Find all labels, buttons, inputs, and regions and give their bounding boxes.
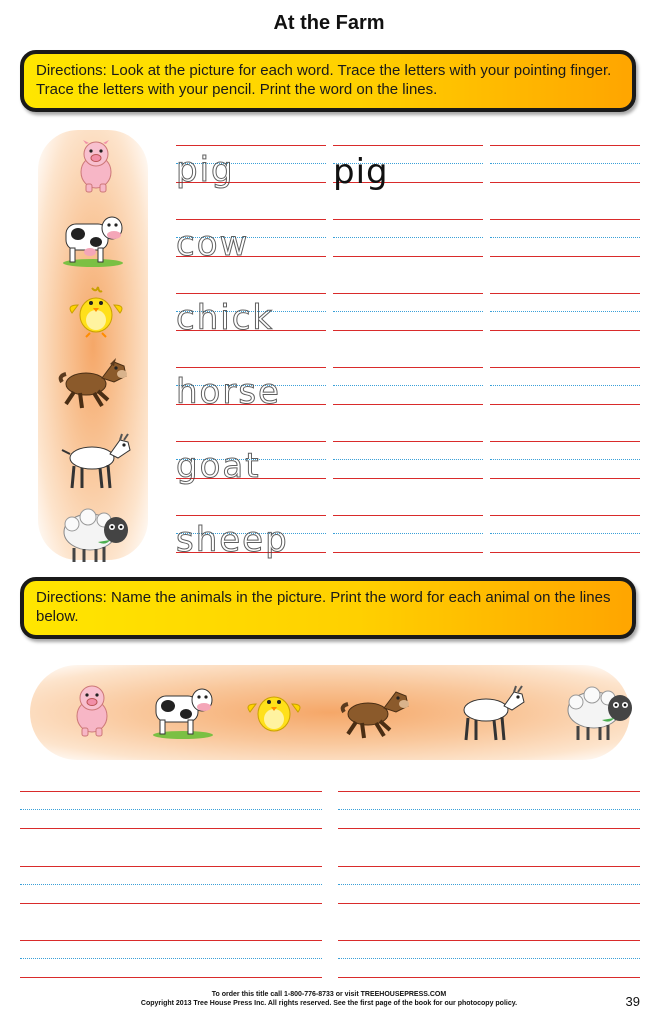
tracing-line-set[interactable] bbox=[333, 441, 483, 481]
cow-icon bbox=[60, 210, 126, 273]
traced-word-pig[interactable]: pig bbox=[176, 150, 235, 190]
horse-icon bbox=[340, 686, 414, 747]
writing-line-top bbox=[490, 441, 640, 442]
answer-line-set[interactable] bbox=[338, 866, 640, 906]
traced-word-sheep[interactable]: sheep bbox=[176, 520, 289, 560]
answer-line-set[interactable] bbox=[20, 866, 322, 906]
sheep-icon bbox=[58, 504, 134, 569]
writing-line-base bbox=[20, 903, 322, 904]
page-title: At the Farm bbox=[273, 12, 385, 34]
writing-line-top bbox=[490, 293, 640, 294]
writing-line-base bbox=[333, 404, 483, 405]
goat-icon bbox=[56, 432, 136, 497]
chick-icon bbox=[242, 682, 306, 743]
directions-box-2 bbox=[20, 577, 636, 639]
writing-line-base bbox=[338, 828, 640, 829]
answer-line-set[interactable] bbox=[338, 940, 640, 980]
writing-line-top bbox=[20, 940, 322, 941]
footer-copyright-line: Copyright 2013 Tree House Press Inc. All rights reserved. See the first page of the book for our photocopy policy. bbox=[140, 1000, 518, 1007]
writing-line-top bbox=[176, 219, 326, 220]
tracing-line-set[interactable] bbox=[333, 515, 483, 555]
tracing-line-set[interactable] bbox=[333, 367, 483, 407]
writing-line-top bbox=[338, 940, 640, 941]
writing-line-base bbox=[490, 478, 640, 479]
writing-line-base bbox=[490, 182, 640, 183]
footer-order-line: To order this title call 1-800-776-8733 or visit TREEHOUSEPRESS.COM bbox=[211, 991, 447, 998]
cow-icon bbox=[150, 682, 216, 745]
writing-line-top bbox=[490, 145, 640, 146]
writing-line-top bbox=[338, 791, 640, 792]
directions-box-1 bbox=[20, 50, 636, 112]
chick-icon bbox=[64, 283, 128, 344]
writing-line-top bbox=[176, 367, 326, 368]
writing-line-mid bbox=[338, 884, 640, 885]
writing-line-top bbox=[333, 441, 483, 442]
writing-line-base bbox=[338, 977, 640, 978]
tracing-line-set[interactable] bbox=[333, 219, 483, 259]
writing-line-base bbox=[333, 256, 483, 257]
answer-line-set[interactable] bbox=[338, 791, 640, 831]
writing-line-top bbox=[490, 219, 640, 220]
writing-line-base bbox=[333, 552, 483, 553]
writing-line-mid bbox=[333, 533, 483, 534]
printed-word-pig: pig bbox=[333, 152, 389, 192]
writing-line-mid bbox=[490, 385, 640, 386]
horse-icon bbox=[58, 356, 132, 417]
pig-icon bbox=[66, 682, 118, 743]
writing-line-top bbox=[176, 293, 326, 294]
writing-line-top bbox=[333, 367, 483, 368]
writing-line-base bbox=[338, 903, 640, 904]
tracing-line-set[interactable] bbox=[490, 515, 640, 555]
writing-line-base bbox=[20, 977, 322, 978]
traced-word-cow[interactable]: cow bbox=[176, 224, 250, 264]
writing-line-base bbox=[333, 478, 483, 479]
writing-line-top bbox=[333, 515, 483, 516]
writing-line-mid bbox=[20, 884, 322, 885]
tracing-line-set[interactable] bbox=[490, 293, 640, 333]
writing-line-mid bbox=[333, 385, 483, 386]
writing-line-mid bbox=[338, 809, 640, 810]
sheep-icon bbox=[562, 682, 638, 747]
pig-icon bbox=[70, 138, 122, 199]
writing-line-mid bbox=[490, 533, 640, 534]
writing-line-top bbox=[176, 145, 326, 146]
page-number: 39 bbox=[625, 994, 640, 1009]
goat-icon bbox=[450, 684, 530, 749]
writing-line-base bbox=[490, 330, 640, 331]
tracing-line-set[interactable] bbox=[333, 293, 483, 333]
writing-line-mid bbox=[490, 459, 640, 460]
writing-line-mid bbox=[338, 958, 640, 959]
writing-line-mid bbox=[20, 809, 322, 810]
writing-line-base bbox=[20, 828, 322, 829]
tracing-line-set[interactable] bbox=[490, 145, 640, 185]
writing-line-mid bbox=[490, 311, 640, 312]
directions-text-2: Directions: Name the animals in the picture. Print the word for each animal on the lines below. bbox=[36, 589, 611, 625]
directions-text-1: Directions: Look at the picture for each word. Trace the letters with your pointing finger. Trace the letters with your pencil. Print the word on the lines. bbox=[36, 62, 612, 98]
writing-line-mid bbox=[490, 163, 640, 164]
writing-line-top bbox=[176, 515, 326, 516]
tracing-line-set[interactable] bbox=[490, 219, 640, 259]
traced-word-chick[interactable]: chick bbox=[176, 298, 275, 338]
writing-line-top bbox=[490, 515, 640, 516]
writing-line-top bbox=[20, 866, 322, 867]
traced-word-horse[interactable]: horse bbox=[176, 372, 281, 412]
writing-line-base bbox=[490, 404, 640, 405]
tracing-line-set[interactable] bbox=[490, 441, 640, 481]
writing-line-mid bbox=[490, 237, 640, 238]
writing-line-base bbox=[490, 552, 640, 553]
footer bbox=[0, 990, 658, 1008]
writing-line-mid bbox=[333, 459, 483, 460]
animal-row-glow bbox=[30, 665, 630, 760]
traced-word-goat[interactable]: goat bbox=[176, 446, 261, 486]
writing-line-top bbox=[338, 866, 640, 867]
writing-line-top bbox=[490, 367, 640, 368]
writing-line-base bbox=[490, 256, 640, 257]
writing-line-base bbox=[333, 330, 483, 331]
writing-line-top bbox=[333, 293, 483, 294]
writing-line-top bbox=[176, 441, 326, 442]
tracing-line-set[interactable] bbox=[490, 367, 640, 407]
writing-line-top bbox=[20, 791, 322, 792]
answer-line-set[interactable] bbox=[20, 791, 322, 831]
writing-line-mid bbox=[20, 958, 322, 959]
answer-line-set[interactable] bbox=[20, 940, 322, 980]
writing-line-mid bbox=[333, 311, 483, 312]
writing-line-top bbox=[333, 219, 483, 220]
writing-line-top bbox=[333, 145, 483, 146]
writing-line-mid bbox=[333, 237, 483, 238]
